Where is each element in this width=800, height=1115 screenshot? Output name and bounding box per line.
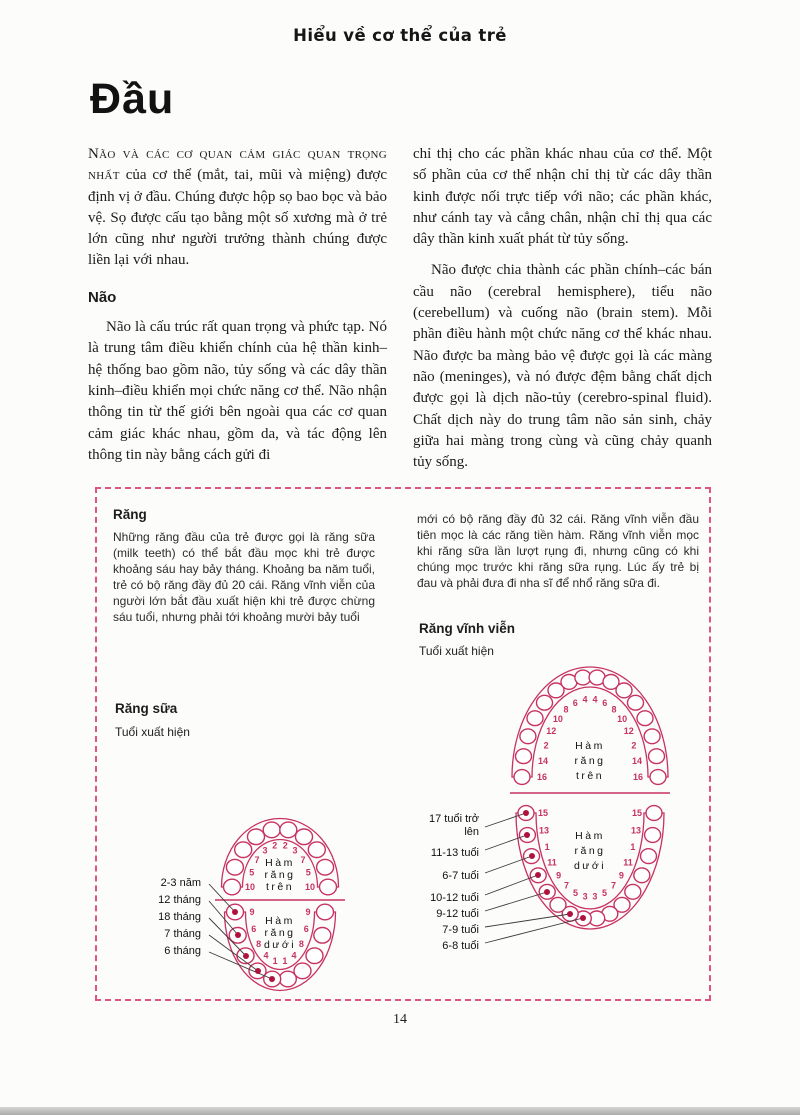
page-title: Đầu xyxy=(90,75,175,123)
tooth-dot xyxy=(580,915,586,921)
tooth-number: 5 xyxy=(601,887,608,898)
tooth-number: 7 xyxy=(254,855,260,865)
tooth-number: 11 xyxy=(547,857,557,868)
teeth-paragraph-left: Những răng đầu của trẻ được gọi là răng sữa (milk teeth) có thể bắt đầu mọc khi trẻ được khoảng sáu hay bảy tháng. Khoảng ba năm tuổi, trẻ có bộ răng đầy đủ 20 cái. Răng vĩnh viễn của người lớn bắt đầu xuất hiện khi trẻ được chừng sáu tuổi, nhưng phải tới khoảng mười bảy tuổi xyxy=(113,530,375,625)
leader-line xyxy=(485,856,532,873)
tooth xyxy=(646,806,662,821)
tooth xyxy=(226,859,243,875)
tooth-number: 2 xyxy=(543,740,549,751)
tooth-number: 5 xyxy=(249,867,255,878)
permanent-teeth-subheading: Tuổi xuất hiện xyxy=(419,644,494,658)
tooth xyxy=(649,749,665,764)
tooth-number: 15 xyxy=(537,808,549,818)
tooth xyxy=(317,904,334,920)
tooth-dot xyxy=(523,810,529,816)
tooth-number: 4 xyxy=(582,694,588,705)
tooth-number: 13 xyxy=(538,825,550,836)
permanent-teeth-heading: Răng vĩnh viễn xyxy=(419,621,516,636)
milk-age-label: 6 tháng xyxy=(164,945,201,957)
tooth-number: 5 xyxy=(305,867,311,878)
tooth-number: 10 xyxy=(244,882,256,892)
tooth-dot xyxy=(567,911,573,917)
tooth-number: 7 xyxy=(563,880,570,891)
tooth xyxy=(280,822,297,838)
tooth-number: 9 xyxy=(618,870,624,881)
leader-line xyxy=(485,835,527,850)
tooth-number: 2 xyxy=(631,740,637,751)
tooth-number: 10 xyxy=(552,714,563,724)
scan-edge-shadow xyxy=(0,1107,800,1115)
tooth-number: 13 xyxy=(630,825,642,836)
tooth-number: 7 xyxy=(300,855,306,865)
tooth-dot xyxy=(535,872,541,878)
tooth-dot xyxy=(255,968,261,974)
tooth-number: 5 xyxy=(572,887,579,898)
tooth-number: 9 xyxy=(249,907,255,917)
brain-paragraph-right-2: Não được chia thành các phần chính–các bán cầu não (cerebral hemisphere), tiểu não (cerebellum) và cuống não (brain stem). Mỗi phần điều hành một chức năng cơ thể khác nhau. Não được ba màng bảo vệ được gọi là các màng não (meninges), và nó được đệm bằng chất dịch được gọi là dịch não-tủy (cerebro-spinal fluid). Chất dịch này do trung tâm não sản sinh, chảy giữa hai màng trong cùng và cũng chảy quanh tủy sống. xyxy=(413,262,712,471)
tooth-number: 3 xyxy=(292,845,298,856)
tooth-number: 3 xyxy=(262,845,268,856)
tooth-number: 11 xyxy=(623,857,633,868)
tooth-number: 7 xyxy=(610,880,617,891)
tooth xyxy=(637,711,653,726)
leader-line xyxy=(485,892,547,911)
tooth xyxy=(520,729,536,744)
upper-jaw-label: răng xyxy=(574,755,606,767)
tooth-number: 16 xyxy=(536,772,548,782)
tooth-number: 1 xyxy=(630,842,636,853)
tooth xyxy=(279,971,296,987)
leader-line xyxy=(485,914,570,927)
leader-line xyxy=(485,918,583,943)
permanent-age-label: 6-8 tuổi xyxy=(442,940,479,952)
tooth-number: 16 xyxy=(632,772,644,782)
tooth xyxy=(235,842,252,858)
tooth-number: 8 xyxy=(298,939,304,950)
lower-jaw-label: dưới xyxy=(573,860,607,872)
tooth xyxy=(634,868,650,883)
tooth xyxy=(527,711,543,726)
tooth xyxy=(248,829,265,845)
tooth-number: 8 xyxy=(611,704,617,715)
milk-age-label: 7 tháng xyxy=(164,928,201,940)
tooth-number: 2 xyxy=(282,840,288,851)
paragraph-gap xyxy=(413,250,712,260)
tooth-number: 10 xyxy=(304,882,316,892)
brain-heading: Não xyxy=(88,288,117,306)
tooth-dot xyxy=(232,909,238,915)
upper-jaw-label: răng xyxy=(264,869,296,881)
tooth-number: 3 xyxy=(592,891,598,902)
tooth xyxy=(296,829,313,845)
tooth-number: 4 xyxy=(263,950,269,961)
tooth xyxy=(644,729,660,744)
tooth-number: 1 xyxy=(282,956,288,967)
lower-jaw-label: răng xyxy=(264,927,296,939)
upper-jaw-label: Hàm xyxy=(265,857,295,869)
brain-paragraph-left: Não là cấu trúc rất quan trọng và phức tạp. Nó là trung tâm điều khiển chính của hệ thần kinh–hệ thống bao gồm não, tủy sống và các dây thần kinh–điều khiển mọi chức năng cơ thể. Não nhận thông tin từ thế giới bên ngoài qua các cơ quan cảm giác khác nhau, gồm da, và tác động lên thông tin này bằng cách gửi đi xyxy=(88,319,387,463)
milk-teeth-heading: Răng sữa xyxy=(115,701,178,716)
upper-jaw-label: trên xyxy=(575,770,605,782)
intro-paragraph xyxy=(88,144,387,272)
tooth xyxy=(224,879,241,895)
permanent-age-label: 11-13 tuổi xyxy=(430,847,479,859)
book-header: Hiểu về cơ thể của trẻ xyxy=(293,26,507,45)
tooth-number: 14 xyxy=(631,755,643,766)
tooth-dot xyxy=(243,953,249,959)
tooth xyxy=(550,897,566,912)
tooth xyxy=(628,695,644,710)
leader-line xyxy=(485,875,538,895)
tooth xyxy=(263,822,280,838)
tooth-number: 6 xyxy=(251,924,257,935)
permanent-age-label: 10-12 tuổi xyxy=(430,892,479,904)
brain-paragraph-right-1: chỉ thị cho các phần khác nhau của cơ thể. Một số phần của cơ thể nhận chỉ thị từ các dây thần kinh được nối trực tiếp với não; các phần khác, như cánh tay và cẳng chân, nhận chỉ thị qua các dây thần kinh xuất phát từ tủy sống. xyxy=(413,146,712,248)
page-number: 14 xyxy=(393,1012,407,1027)
tooth xyxy=(317,859,334,875)
leader-line xyxy=(485,813,526,827)
milk-age-label: 2-3 năm xyxy=(160,877,201,889)
lower-jaw-label: Hàm xyxy=(575,830,605,842)
tooth-number: 6 xyxy=(303,924,309,935)
permanent-age-label: 7-9 tuổi xyxy=(442,924,479,936)
tooth xyxy=(616,683,632,698)
tooth-number: 2 xyxy=(272,840,278,851)
tooth-number: 6 xyxy=(602,697,608,708)
tooth xyxy=(320,879,337,895)
tooth-number: 15 xyxy=(631,808,643,818)
tooth-number: 6 xyxy=(572,697,578,708)
teeth-paragraph-right: mới có bộ răng đầy đủ 32 cái. Răng vĩnh viễn đầu tiên mọc là các răng tiền hàm. Răng vĩnh viễn mọc khi răng sữa lần lượt rụng đi, nhưng cũng có khi chúng mọc trước khi răng sữa rụng. Lúc ấy trẻ bị đau và phải đưa đi nha sĩ để nhổ răng sữa đi. xyxy=(417,512,699,591)
tooth-dot xyxy=(529,853,535,859)
intro-lead-smallcaps: Não và các cơ quan cảm giác quan trọng nhất xyxy=(88,146,387,184)
lower-jaw-label: răng xyxy=(574,845,606,857)
teeth-box xyxy=(95,487,711,1001)
tooth xyxy=(645,828,661,843)
tooth-number: 1 xyxy=(272,956,278,967)
teeth-heading: Răng xyxy=(113,507,147,522)
tooth xyxy=(516,749,532,764)
tooth-number: 8 xyxy=(563,704,569,715)
permanent-age-label: 6-7 tuổi xyxy=(442,870,479,882)
tooth-number: 3 xyxy=(582,891,588,902)
lower-jaw-label: dưới xyxy=(263,939,297,951)
permanent-age-label: 17 tuổi trở lên xyxy=(428,813,479,838)
tooth-dot xyxy=(544,889,550,895)
milk-age-label: 18 tháng xyxy=(158,911,201,923)
permanent-age-label: 9-12 tuổi xyxy=(436,908,479,920)
tooth xyxy=(314,928,331,944)
tooth-number: 1 xyxy=(544,842,550,853)
tooth xyxy=(308,842,325,858)
tooth-number: 14 xyxy=(537,755,549,766)
milk-teeth-subheading: Tuổi xuất hiện xyxy=(115,725,190,739)
tooth xyxy=(537,695,553,710)
tooth-number: 12 xyxy=(623,726,634,737)
tooth-number: 4 xyxy=(291,950,297,961)
tooth-number: 9 xyxy=(305,907,311,917)
intro-rest: của cơ thể (mắt, tai, mũi và miệng) được định vị ở đầu. Chúng được hộp sọ bao bọc và bảo vệ. Sọ được cấu tạo bằng một số xương mà ở trẻ lớn cũng như người trưởng thành chúng được liền lại với nhau. xyxy=(88,167,387,269)
column-right xyxy=(413,144,712,473)
tooth-dot xyxy=(524,832,530,838)
tooth-number: 12 xyxy=(546,726,557,737)
tooth xyxy=(625,884,641,899)
tooth-dot xyxy=(269,976,275,982)
tooth xyxy=(641,849,657,864)
tooth-dot xyxy=(235,932,241,938)
tooth-number: 4 xyxy=(592,694,598,705)
milk-age-label: 12 tháng xyxy=(158,894,201,906)
lower-jaw-label: Hàm xyxy=(265,915,295,927)
column-left xyxy=(88,144,387,473)
tooth xyxy=(306,948,323,964)
tooth xyxy=(650,770,666,785)
tooth-number: 9 xyxy=(556,870,562,881)
upper-jaw-label: Hàm xyxy=(575,740,605,752)
tooth-number: 8 xyxy=(256,939,262,950)
body-columns xyxy=(88,144,712,473)
tooth xyxy=(514,770,530,785)
tooth-number: 10 xyxy=(617,714,628,724)
upper-jaw-label: trên xyxy=(265,881,295,893)
